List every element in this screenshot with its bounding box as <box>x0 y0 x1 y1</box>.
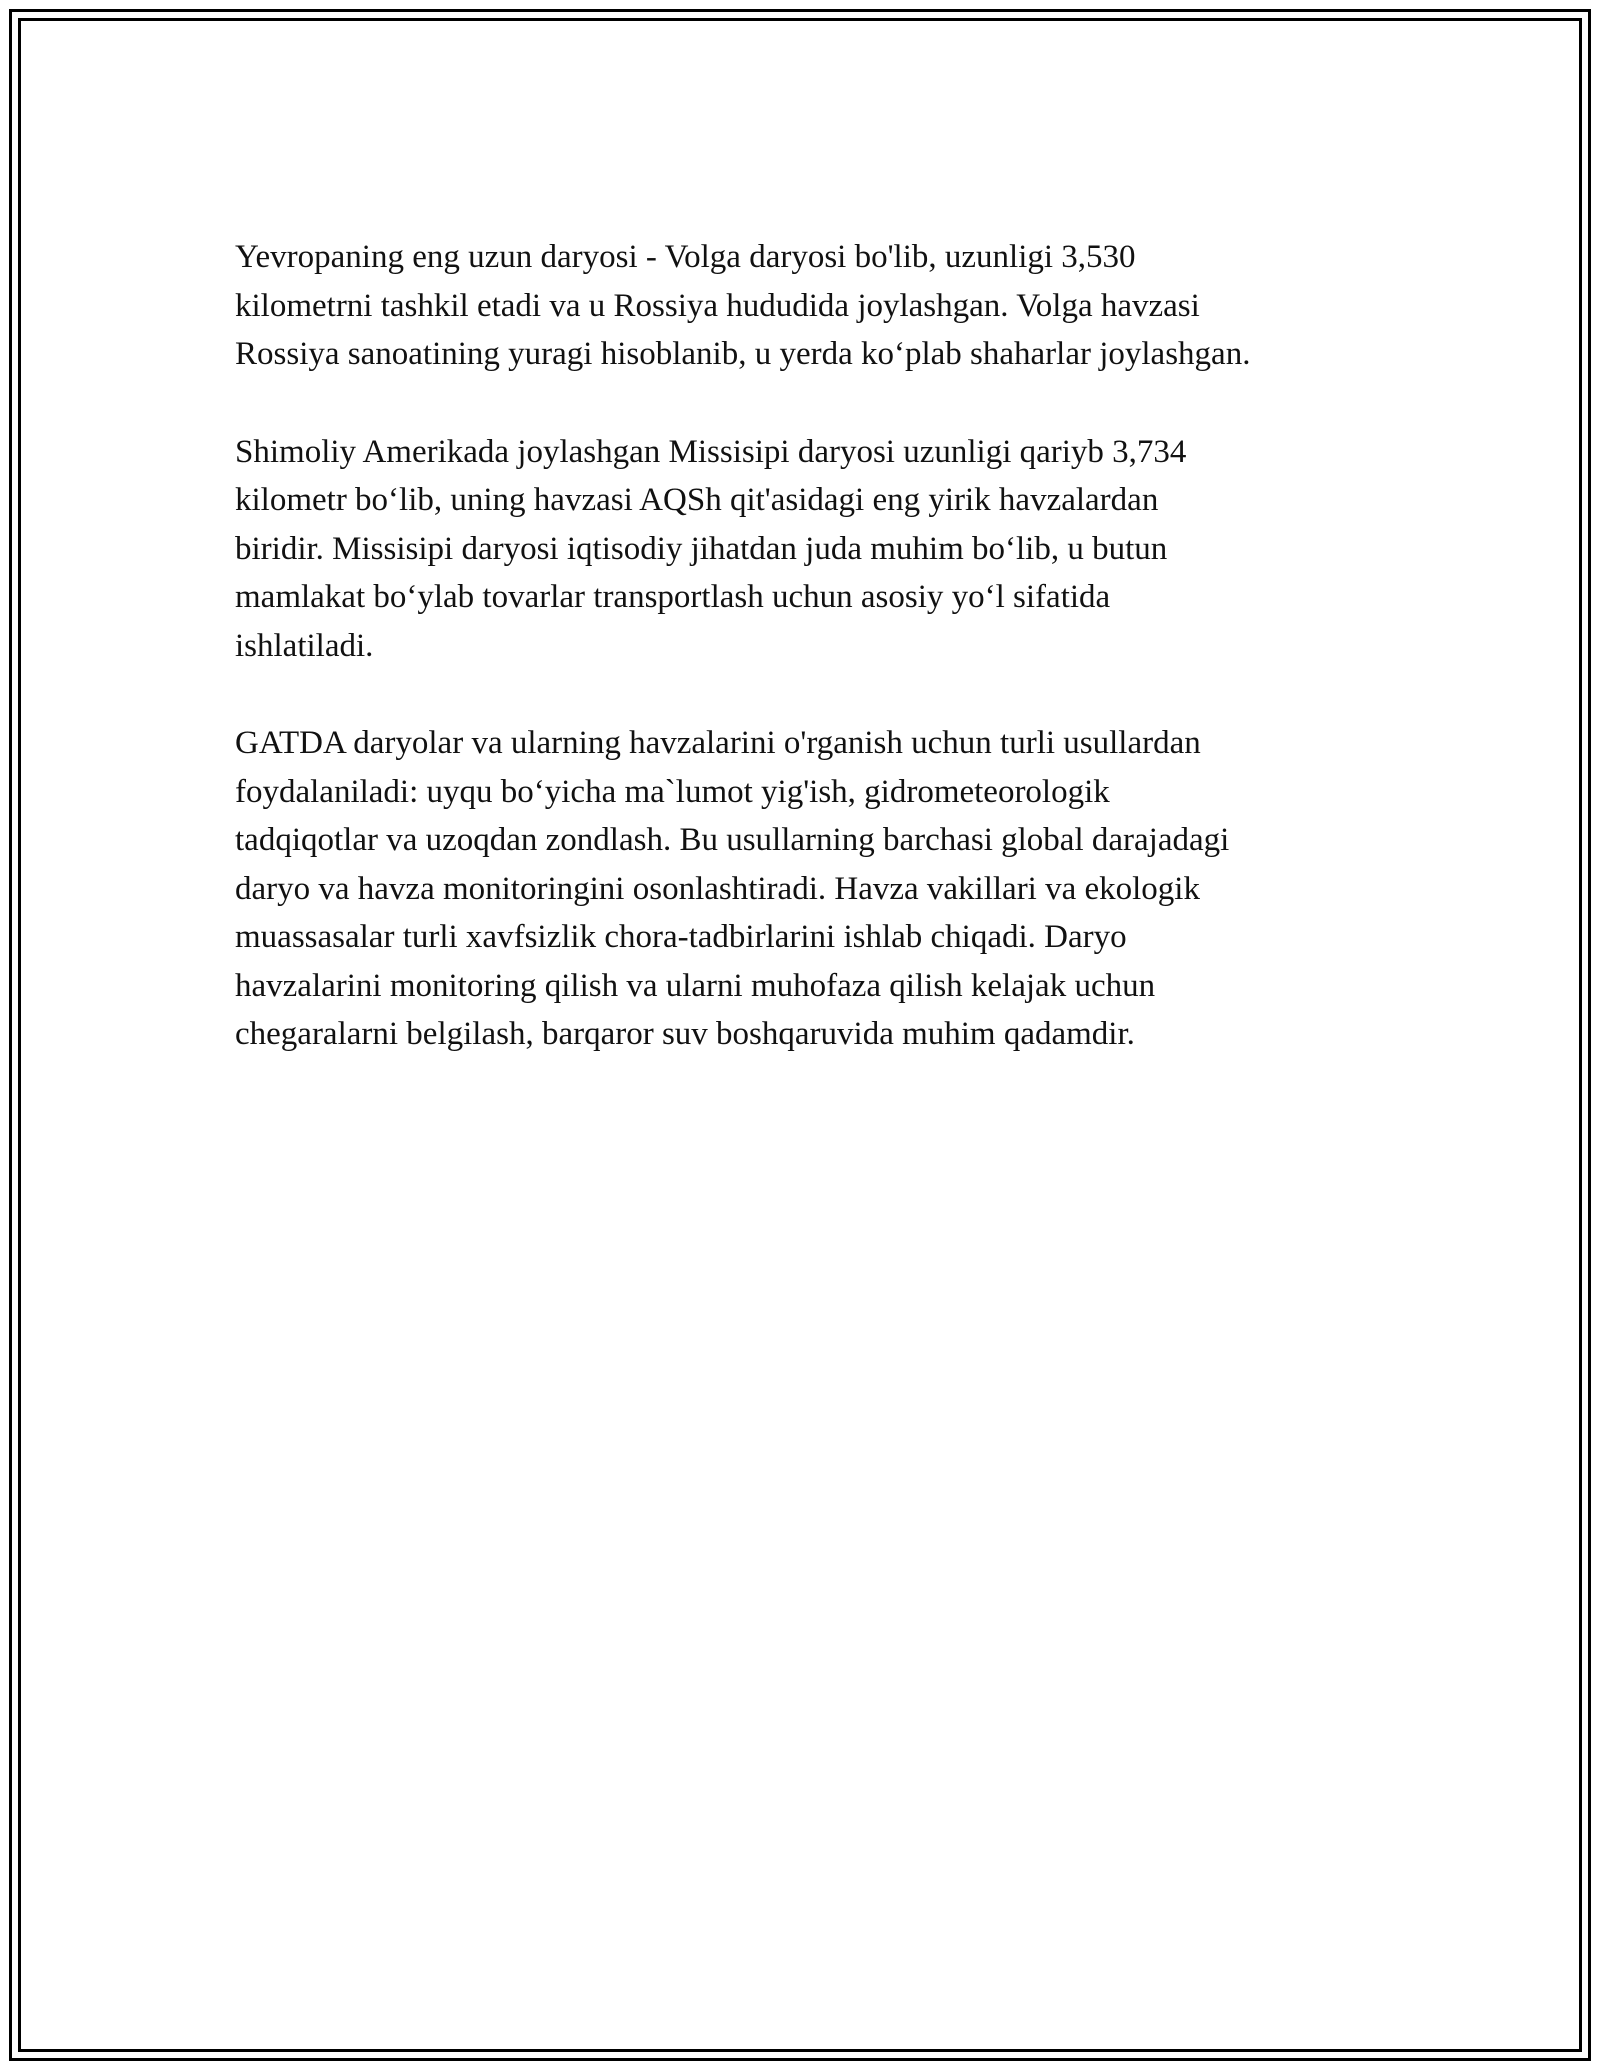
paragraph-mississippi <box>235 428 1375 671</box>
paragraph-gatda <box>235 719 1375 1059</box>
text-line: Yevropaning eng uzun daryosi - Volga daryosi bo'lib, uzunligi 3,530 <box>235 239 1136 275</box>
text-line: chegaralarni belgilash, barqaror suv boshqaruvida muhim qadamdir. <box>235 1016 1135 1052</box>
text-line: mamlakat bo‘ylab tovarlar transportlash uchun asosiy yo‘l sifatida <box>235 579 1111 615</box>
text-line: GATDA daryolar va ularning havzalarini o'rganish uchun turli usullardan <box>235 725 1201 761</box>
text-line: kilometrni tashkil etadi va u Rossiya hududida joylashgan. Volga havzasi <box>235 287 1200 324</box>
text-line: ishlatiladi. <box>235 627 374 664</box>
text-line: muassasalar turli xavfsizlik chora-tadbirlarini ishlab chiqadi. Daryo <box>235 919 1127 955</box>
text-line: biridir. Missisipi daryosi iqtisodiy jihatdan juda muhim bo‘lib, u butun <box>235 530 1168 567</box>
document-body <box>235 233 1375 1108</box>
text-line: foydalaniladi: uyqu bo‘yicha ma`lumot yig'ish, gidrometeorologik <box>235 773 1110 810</box>
text-line: Shimoliy Amerikada joylashgan Missisipi daryosi uzunligi qariyb 3,734 <box>235 433 1187 470</box>
paragraph-volga <box>235 233 1375 379</box>
text-line: havzalarini monitoring qilish va ularni muhofaza qilish kelajak uchun <box>235 967 1156 1004</box>
text-line: kilometr bo‘lib, uning havzasi AQSh qit'asidagi eng yirik havzalardan <box>235 482 1159 518</box>
text-line: tadqiqotlar va uzoqdan zondlash. Bu usullarning barchasi global darajadagi <box>235 822 1230 858</box>
text-line: daryo va havza monitoringini osonlashtiradi. Havza vakillari va ekologik <box>235 870 1200 907</box>
text-line: Rossiya sanoatining yuragi hisoblanib, u yerda ko‘plab shaharlar joylashgan. <box>235 336 1251 372</box>
